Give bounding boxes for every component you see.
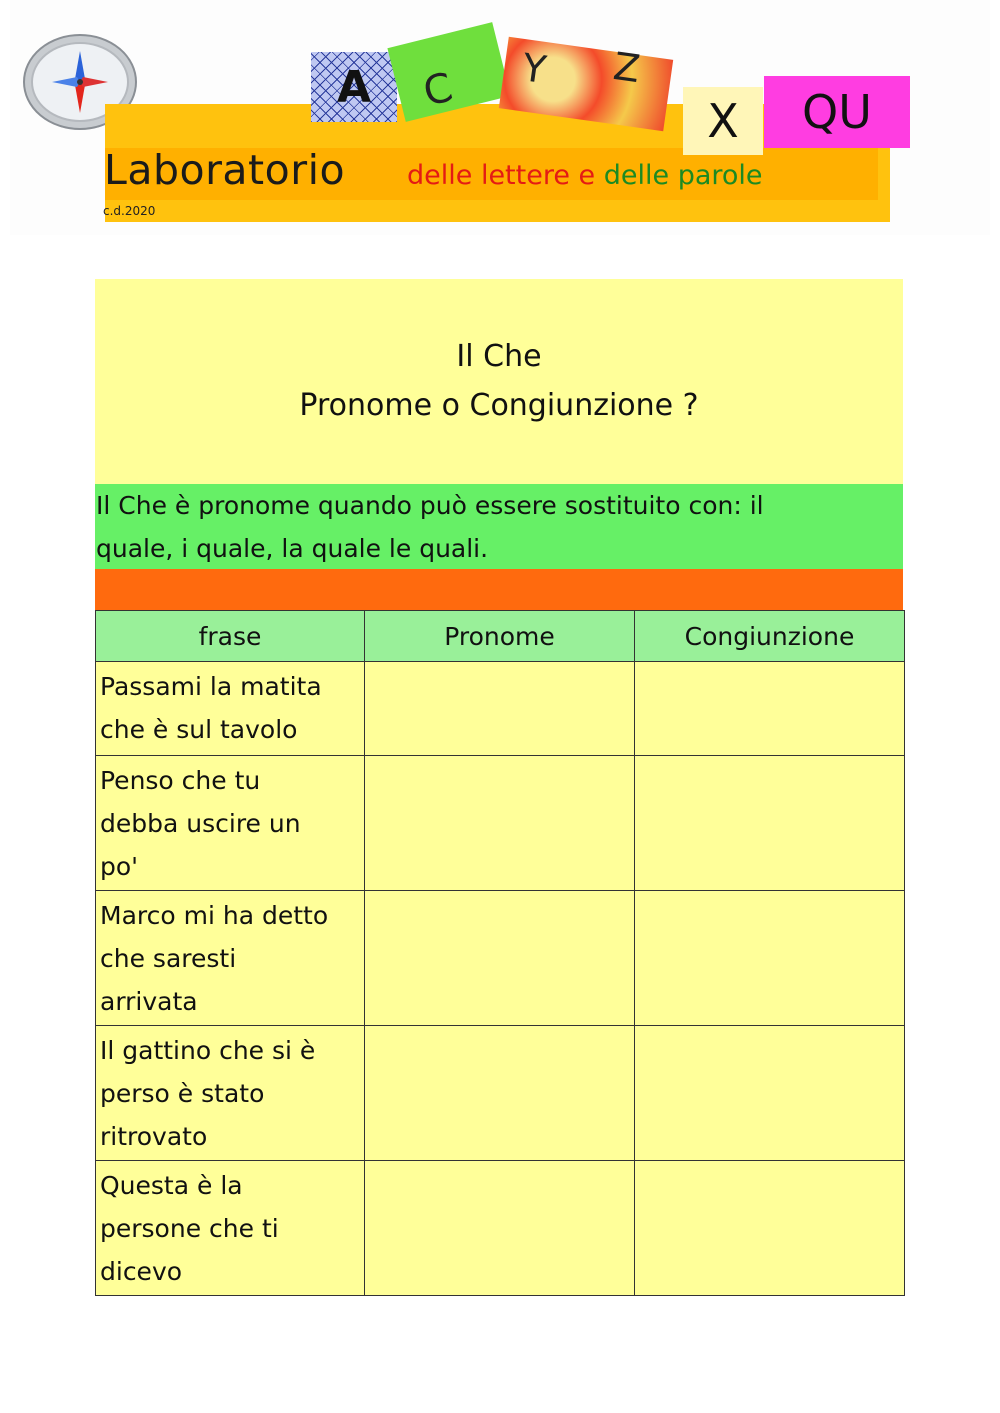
letter-x: X <box>707 94 739 148</box>
congiunzione-drop-cell[interactable] <box>635 662 905 756</box>
rule-line-1: Il Che è pronome quando può essere sostituito con: il <box>96 491 764 520</box>
pronome-drop-cell[interactable] <box>365 891 635 1026</box>
letter-c: C <box>418 64 458 116</box>
pronome-drop-cell[interactable] <box>365 1026 635 1161</box>
worksheet-title-box <box>95 279 903 484</box>
letter-y: Y <box>519 45 549 93</box>
letter-tile-a <box>311 52 397 122</box>
sentence-cell <box>96 756 365 891</box>
sentence-line: Questa è la <box>100 1171 243 1200</box>
column-header-pronome: Pronome <box>365 611 635 662</box>
sentence-line: arrivata <box>100 987 198 1016</box>
worksheet-subtitle: Pronome o Congiunzione ? <box>299 388 699 423</box>
orange-divider <box>95 569 903 610</box>
table-row <box>96 756 905 891</box>
worksheet <box>95 279 903 1296</box>
sentence-line: dicevo <box>100 1257 183 1286</box>
sentence-line: Il gattino che si è <box>100 1036 316 1065</box>
sentence-line: Penso che tu <box>100 766 261 795</box>
rule-explanation <box>95 484 903 569</box>
pronome-drop-cell[interactable] <box>365 1161 635 1296</box>
worksheet-title: Il Che <box>456 339 542 374</box>
table-row <box>96 1161 905 1296</box>
sentence-cell <box>96 1026 365 1161</box>
subtitle-part1: delle lettere e <box>407 160 596 191</box>
table-row <box>96 662 905 756</box>
rule-line-2: quale, i quale, la quale le quali. <box>96 534 489 563</box>
sentence-cell <box>96 662 365 756</box>
table-row <box>96 891 905 1026</box>
table-header-row <box>96 611 905 662</box>
sentence-line: che saresti <box>100 944 237 973</box>
sentence-line: debba uscire un <box>100 809 301 838</box>
congiunzione-drop-cell[interactable] <box>635 756 905 891</box>
sentence-line: persone che ti <box>100 1214 279 1243</box>
pronome-drop-cell[interactable] <box>365 756 635 891</box>
sentence-cell <box>96 1161 365 1296</box>
sentence-line: Passami la matita <box>100 672 322 701</box>
pronome-drop-cell[interactable] <box>365 662 635 756</box>
sentence-line: Marco mi ha detto <box>100 901 329 930</box>
letter-tile-x <box>683 87 763 155</box>
column-header-congiunzione: Congiunzione <box>635 611 905 662</box>
classification-table <box>95 610 905 1296</box>
sentence-line: che è sul tavolo <box>100 715 298 744</box>
congiunzione-drop-cell[interactable] <box>635 891 905 1026</box>
letter-a: A <box>336 61 372 113</box>
letter-z: Z <box>610 43 643 92</box>
column-header-frase: frase <box>96 611 365 662</box>
header-title: Laboratorio <box>104 146 346 194</box>
header-subtitle <box>407 160 763 191</box>
congiunzione-drop-cell[interactable] <box>635 1026 905 1161</box>
congiunzione-drop-cell[interactable] <box>635 1161 905 1296</box>
sentence-line: po' <box>100 852 139 881</box>
sentence-line: perso è stato <box>100 1079 265 1108</box>
header-credit: c.d.2020 <box>103 204 156 218</box>
sentence-cell <box>96 891 365 1026</box>
letter-qu: QU <box>802 85 872 139</box>
subtitle-part2: delle parole <box>603 160 763 191</box>
letter-tile-qu <box>764 76 910 148</box>
table-row <box>96 1026 905 1161</box>
sentence-line: ritrovato <box>100 1122 208 1151</box>
